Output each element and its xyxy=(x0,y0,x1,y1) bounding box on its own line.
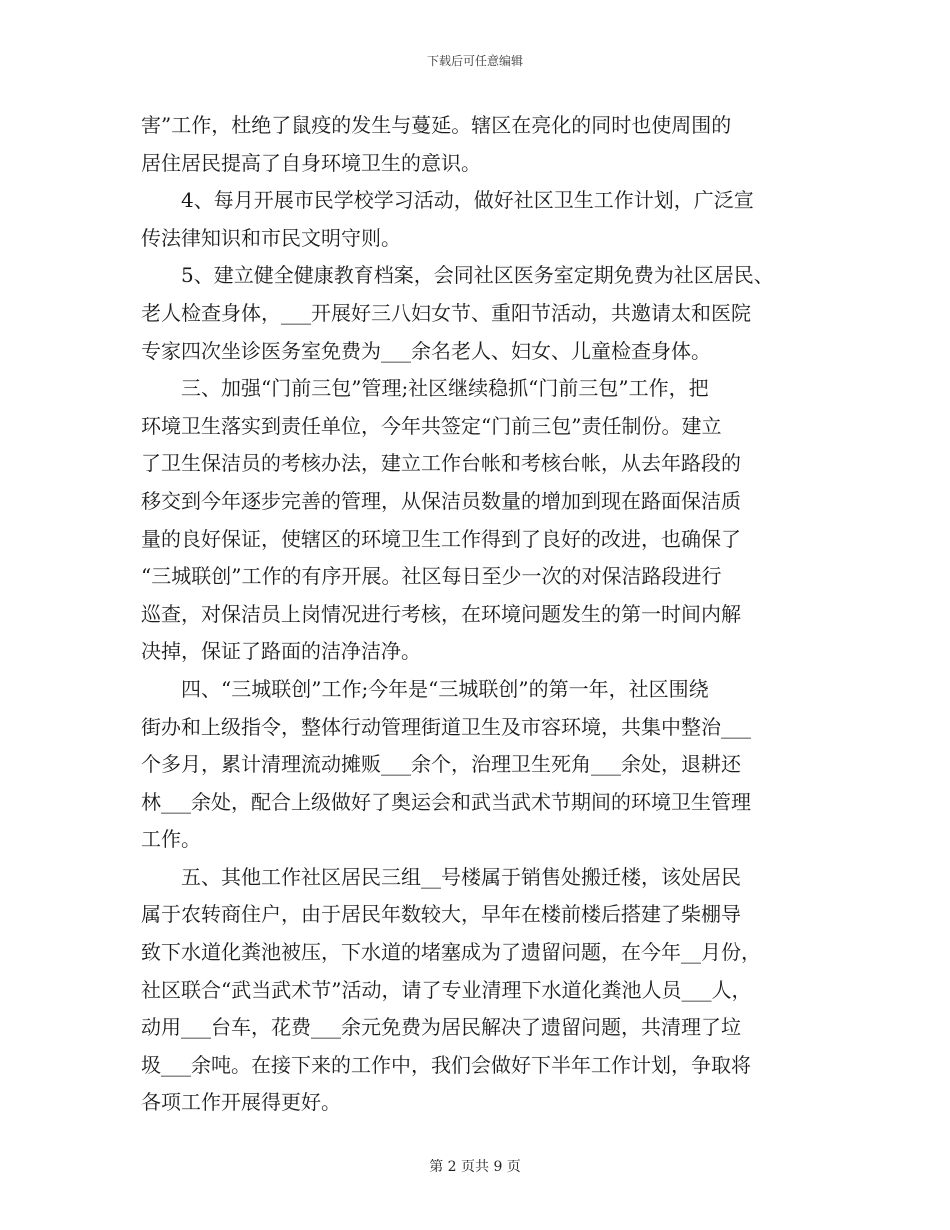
text-line: 工作。 xyxy=(141,827,201,852)
text-line: 居住居民提高了自身环境卫生的意识。 xyxy=(141,150,481,175)
text-line: 移交到今年逐步完善的管理，从保洁员数量的增加到现在路面保洁质 xyxy=(141,488,741,513)
text-line: 街办和上级指令，整体行动管理街道卫生及市容环境，共集中整治___ xyxy=(141,714,751,739)
text-line: 动用___台车，花费___余元免费为居民解决了遗留问题，共清理了垃 xyxy=(141,1015,741,1040)
text-line: 害”工作，杜绝了鼠疫的发生与蔓延。辖区在亮化的同时也使周围的 xyxy=(141,113,732,137)
text-line: 各项工作开展得更好。 xyxy=(141,1090,341,1115)
text-line: 社区联合“武当武术节”活动，请了专业清理下水道化粪池人员___人， xyxy=(141,977,752,1002)
text-line: 巡查，对保洁员上岗情况进行考核，在环境问题发生的第一时间内解 xyxy=(141,601,741,626)
text-line: 专家四次坐诊医务室免费为___余名老人、妇女、儿童检查身体。 xyxy=(141,338,711,363)
text-line: 4、每月开展市民学校学习活动，做好社区卫生工作计划，广泛宣 xyxy=(181,188,754,213)
text-line: 圾___余吨。在接下来的工作中，我们会做好下半年工作计划，争取将 xyxy=(141,1052,751,1077)
text-line: 属于农转商住户，由于居民年数较大，早年在楼前楼后搭建了柴棚导 xyxy=(141,902,741,927)
text-line: 老人检查身体，___开展好三八妇女节、重阳节活动，共邀请太和医院 xyxy=(141,300,751,325)
text-line: 四、“三城联创”工作;今年是“三城联创”的第一年，社区围绕 xyxy=(181,676,709,701)
text-line: “三城联创”工作的有序开展。社区每日至少一次的对保洁路段进行 xyxy=(141,564,722,589)
page-header: 下载后可任意编辑 xyxy=(426,54,523,68)
text-line: 环境卫生落实到责任单位，今年共签定“门前三包”责任制份。建立 xyxy=(141,413,722,438)
text-line: 个多月，累计清理流动摊贩___余个，治理卫生死角___余处，退耕还 xyxy=(141,752,741,777)
text-line: 致下水道化粪池被压，下水道的堵塞成为了遗留问题，在今年__月份， xyxy=(141,940,761,965)
text-line: 传法律知识和市民文明守则。 xyxy=(141,225,401,250)
text-line: 三、加强“门前三包”管理;社区继续稳抓“门前三包”工作，把 xyxy=(181,376,709,401)
document-body xyxy=(141,107,813,1122)
text-line: 林___余处，配合上级做好了奥运会和武当武术节期间的环境卫生管理 xyxy=(141,789,751,814)
text-line: 决掉，保证了路面的洁净洁净。 xyxy=(141,639,421,664)
text-line: 量的良好保证，使辖区的环境卫生工作得到了良好的改进，也确保了 xyxy=(141,526,741,551)
text-line: 了卫生保洁员的考核办法，建立工作台帐和考核台帐，从去年路段的 xyxy=(141,451,741,476)
text-line: 5、建立健全健康教育档案，会同社区医务室定期免费为社区居民、 xyxy=(181,263,774,288)
page-footer: 第 2 页共 9 页 xyxy=(429,1159,521,1175)
text-line: 五、其他工作社区居民三组__号楼属于销售处搬迁楼，该处居民 xyxy=(181,864,741,889)
